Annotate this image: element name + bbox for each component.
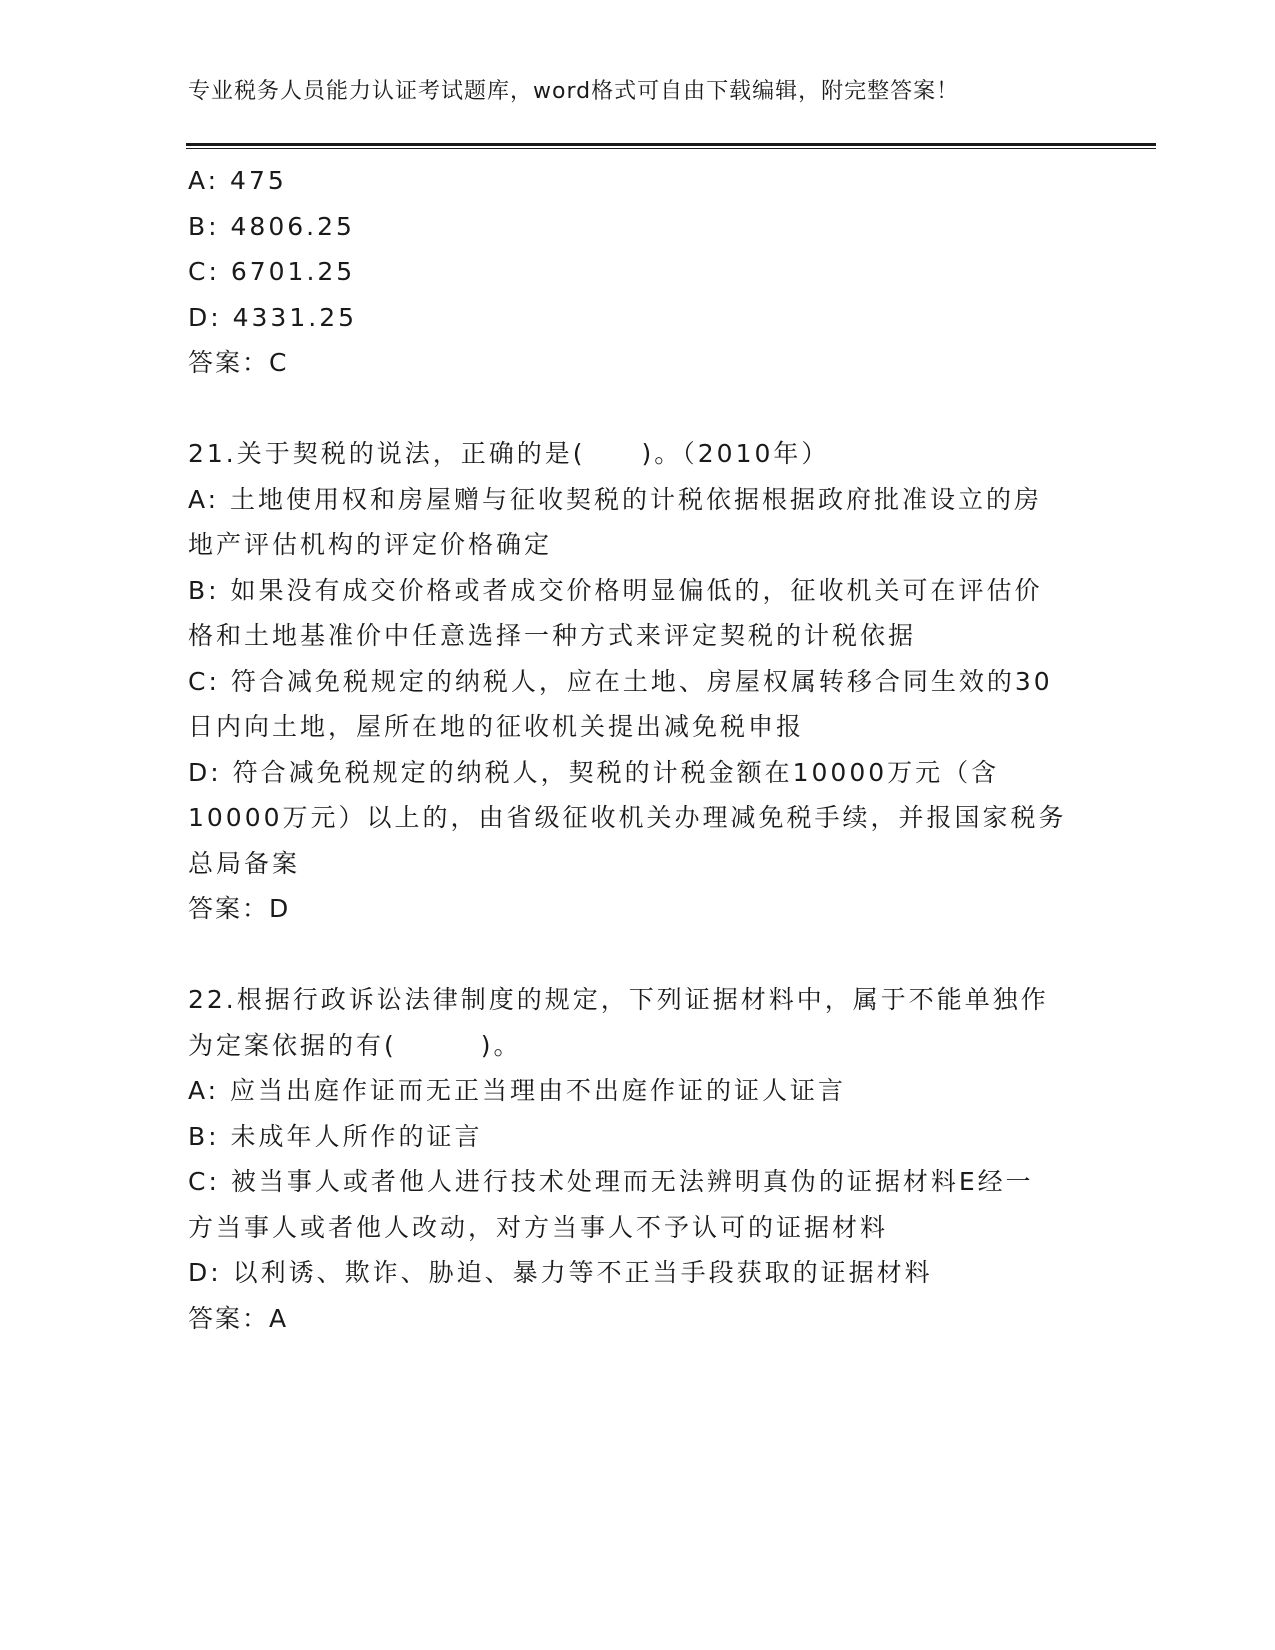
question-22-block xyxy=(188,977,1088,1341)
option-line: 方当事人或者他人改动，对方当事人不予认可的证据材料 xyxy=(188,1212,889,1242)
answer-line: 答案：D xyxy=(188,894,291,923)
option-line: B: 如果没有成交价格或者成交价格明显偏低的，征收机关可在评估价 xyxy=(188,575,1043,605)
document-body xyxy=(188,158,1088,1341)
option-line: A: 应当出庭作证而无正当理由不出庭作证的证人证言 xyxy=(188,1076,847,1105)
option-line: 地产评估机构的评定价格确定 xyxy=(188,530,553,559)
option-line: A: 土地使用权和房屋赠与征收契税的计税依据根据政府批准设立的房 xyxy=(188,484,1043,514)
option-line: 总局备案 xyxy=(188,848,301,878)
option-line: 格和土地基准价中任意选择一种方式来评定契税的计税依据 xyxy=(188,621,917,650)
option-line: D: 符合减免税规定的纳税人，契税的计税金额在10000万元（含 xyxy=(188,757,1000,787)
option-line: C: 6701.25 xyxy=(188,257,356,286)
header-rule-thin xyxy=(186,148,1156,149)
question-stem: 21.关于契税的说法，正确的是( )。（2010年） xyxy=(188,439,830,468)
spacer xyxy=(188,932,1088,978)
option-line: A: 475 xyxy=(188,166,287,195)
answer-line: 答案：A xyxy=(188,1303,289,1333)
option-line: B: 未成年人所作的证言 xyxy=(188,1121,483,1151)
option-line: C: 符合减免税规定的纳税人，应在土地、房屋权属转移合同生效的30 xyxy=(188,666,1053,696)
question-21-block xyxy=(188,431,1088,932)
option-line: C: 被当事人或者他人进行技术处理而无法辨明真伪的证据材料E经一 xyxy=(188,1167,1034,1196)
spacer xyxy=(188,386,1088,432)
answer-line: 答案：C xyxy=(188,348,289,377)
option-line: 10000万元）以上的，由省级征收机关办理减免税手续，并报国家税务 xyxy=(188,803,1067,832)
header-rule-thick xyxy=(186,143,1156,146)
option-line: 日内向土地，屋所在地的征收机关提出减免税申报 xyxy=(188,712,805,741)
option-line: B: 4806.25 xyxy=(188,211,355,241)
page-header: 专业税务人员能力认证考试题库，word格式可自由下载编辑，附完整答案！ xyxy=(188,79,960,104)
question-stem: 为定案依据的有( )。 xyxy=(188,1030,522,1060)
question-stem: 22.根据行政诉讼法律制度的规定，下列证据材料中，属于不能单独作 xyxy=(188,985,1049,1014)
option-line: D: 4331.25 xyxy=(188,302,358,332)
option-line: D: 以利诱、欺诈、胁迫、暴力等不正当手段获取的证据材料 xyxy=(188,1258,933,1287)
prev-question-block xyxy=(188,158,1088,386)
